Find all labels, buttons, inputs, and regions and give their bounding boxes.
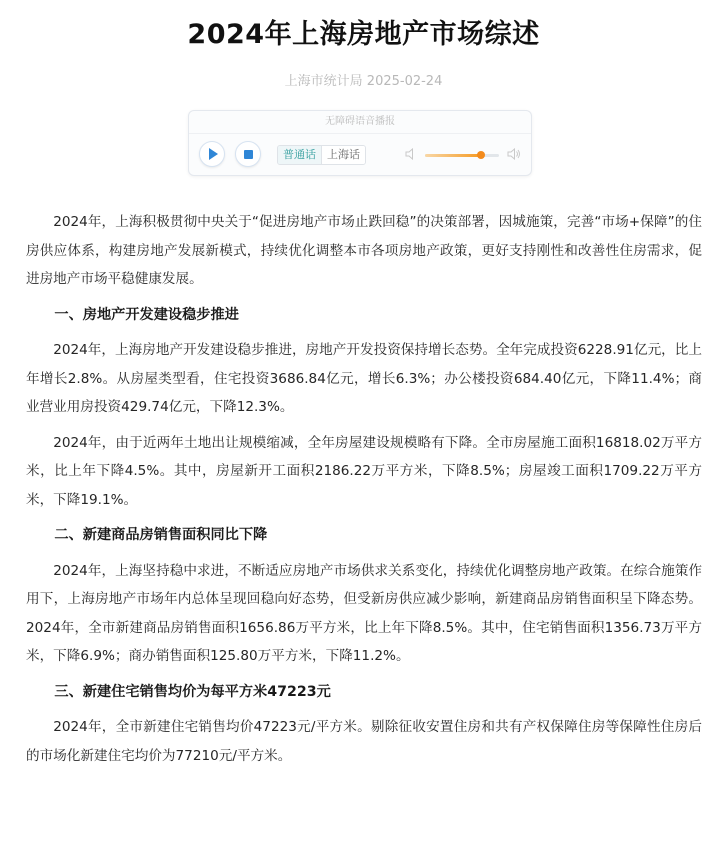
play-icon — [209, 148, 218, 160]
section-heading: 二、新建商品房销售面积同比下降 — [54, 527, 268, 543]
article-source: 上海市统计局 — [284, 74, 363, 89]
body-paragraph: 2024年，由于近两年土地出让规模缩减，全年房屋建设规模略有下降。全市房屋施工面积16818.02万平方米，比上年下降4.5%。其中，房屋新开工面积2186.22万平方米，下降8.5%；房屋竣工面积1709.22万平方米，下降19.1%。 — [26, 434, 702, 508]
section-heading: 三、新建住宅销售均价为每平方米47223元 — [54, 683, 331, 700]
body-paragraph: 2024年，上海坚持稳中求进，不断适应房地产市场供求关系变化，持续优化调整房地产政策。在综合施策作用下，上海房地产市场年内总体呈现回稳向好态势，但受新房供应减少影响，新建商品房销售面积呈下降态势。2024年，全市新建商品房销售面积1656.86万平方米，比上年下降8.5%。其中，住宅销售面积1356.73万平方米，下降6.9%；商办销售面积125.80万平方米，下降11.2%。 — [26, 562, 702, 664]
language-option-mandarin[interactable]: 普通话 — [278, 146, 322, 164]
volume-slider[interactable] — [425, 154, 499, 157]
volume-slider-fill — [425, 154, 481, 157]
language-switch — [277, 145, 366, 165]
article-date: 2025-02-24 — [366, 74, 443, 89]
section-heading: 一、房地产开发建设稳步推进 — [54, 306, 239, 323]
stop-icon — [244, 150, 253, 159]
body-paragraph: 2024年，上海房地产开发建设稳步推进，房地产开发投资保持增长态势。全年完成投资6228.91亿元，比上年增长2.8%。从房屋类型看，住宅投资3686.84亿元，增长6.3%；办公楼投资684.40亿元，下降11.4%；商业营业用房投资429.74亿元，下降12.3%。 — [26, 342, 702, 415]
stop-button[interactable] — [235, 141, 261, 167]
page-title: 2024年上海房地产市场综述 — [187, 19, 540, 50]
audio-player — [188, 110, 532, 176]
language-option-shanghainese[interactable]: 上海话 — [322, 146, 365, 164]
player-header: 无障碍语音播报 — [189, 111, 531, 134]
volume-low-icon[interactable] — [405, 148, 417, 160]
volume-slider-handle[interactable] — [477, 151, 485, 159]
article-meta — [0, 70, 727, 89]
body-paragraph: 2024年，全市新建住宅销售均价47223元/平方米。剔除征收安置住房和共有产权保障住房等保障性住房后的市场化新建住宅均价为77210元/平方米。 — [26, 719, 702, 764]
intro-paragraph: 2024年，上海积极贯彻中央关于“促进房地产市场止跌回稳”的决策部署，因城施策，完善“市场+保障”的住房供应体系，构建房地产发展新模式，持续优化调整本市各项房地产政策，更好支持刚性和改善性住房需求，促进房地产市场平稳健康发展。 — [26, 214, 702, 287]
article-body — [26, 208, 702, 777]
volume-high-icon[interactable] — [507, 148, 521, 160]
play-button[interactable] — [199, 141, 225, 167]
